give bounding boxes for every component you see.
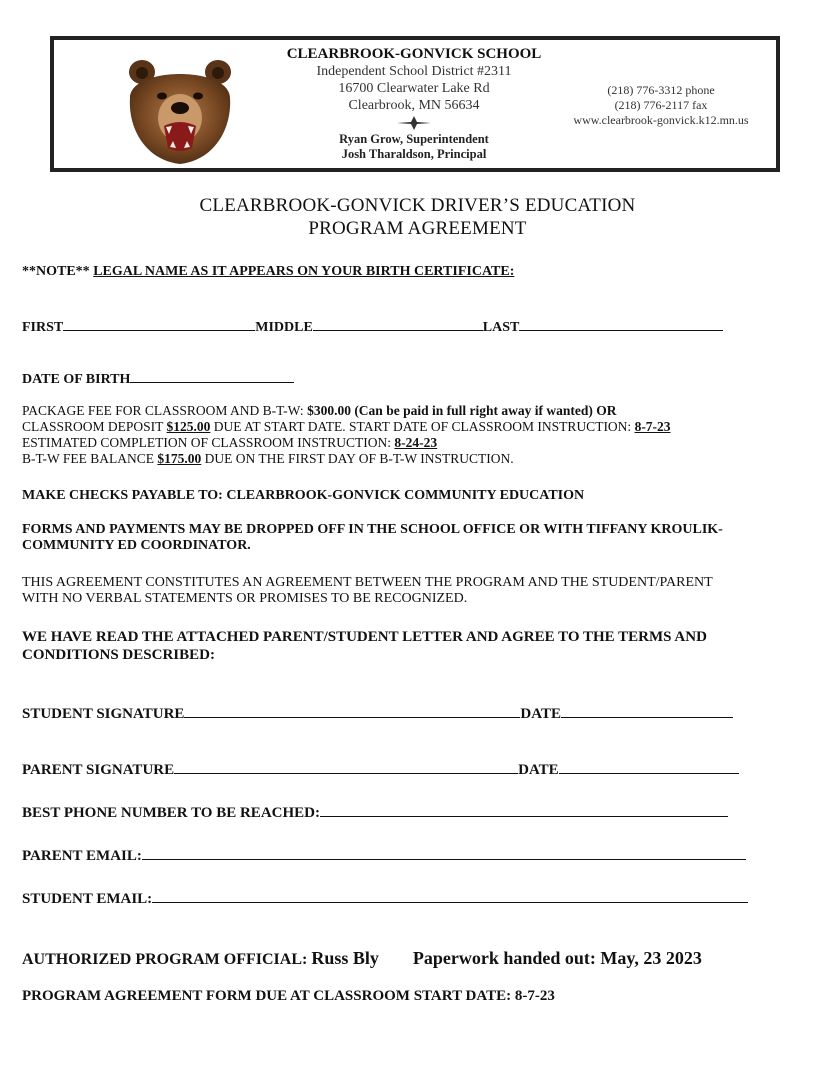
official-label: AUTHORIZED PROGRAM OFFICIAL: — [22, 951, 308, 968]
dob-label: DATE OF BIRTH — [22, 372, 131, 387]
last-name-field[interactable] — [519, 316, 723, 331]
agreement-line-1: THIS AGREEMENT CONSTITUTES AN AGREEMENT BETWEEN THE PROGRAM AND THE STUDENT/PARENT — [22, 575, 713, 590]
middle-name-field[interactable] — [313, 316, 483, 331]
parent-signature-field[interactable] — [174, 759, 518, 774]
compass-star-icon — [397, 116, 431, 130]
school-info — [284, 46, 544, 162]
page-title — [0, 194, 835, 240]
paperwork-handed-out: Paperwork handed out: May, 23 2023 — [412, 948, 702, 968]
agreement-statement — [22, 575, 812, 607]
student-email-field[interactable] — [152, 888, 748, 903]
btw-balance-label: B-T-W FEE BALANCE — [22, 451, 155, 466]
completion-label: ESTIMATED COMPLETION OF CLASSROOM INSTRUCTION: — [22, 435, 392, 450]
student-date-label: DATE — [520, 706, 561, 722]
btw-balance-amount: $175.00 — [157, 451, 202, 466]
school-name: CLEARBROOK-GONVICK SCHOOL — [286, 46, 542, 62]
last-name-label: LAST — [482, 320, 520, 335]
parent-signature-label: PARENT SIGNATURE — [22, 762, 175, 778]
official-row — [22, 948, 702, 969]
parent-email-label: PARENT EMAIL: — [22, 848, 142, 864]
bear-head-icon — [120, 48, 240, 168]
name-fields-row — [22, 316, 723, 336]
read-terms-line-1: WE HAVE READ THE ATTACHED PARENT/STUDENT LETTER AND AGREE TO THE TERMS AND — [22, 629, 707, 645]
note-text: LEGAL NAME AS IT APPEARS ON YOUR BIRTH CERTIFICATE: — [93, 264, 515, 279]
agreement-line-2: WITH NO VERBAL STATEMENTS OR PROMISES TO BE RECOGNIZED. — [22, 591, 468, 606]
phone-label: BEST PHONE NUMBER TO BE REACHED: — [22, 805, 320, 821]
forms-dropoff — [22, 522, 812, 554]
deposit-due-text: DUE AT START DATE. START DATE OF CLASSROOM INSTRUCTION: — [213, 419, 632, 434]
package-fee-label: PACKAGE FEE FOR CLASSROOM AND B-T-W: — [22, 403, 304, 418]
principal: Josh Tharaldson, Principal — [341, 147, 487, 161]
first-name-field[interactable] — [63, 316, 255, 331]
superintendent: Ryan Grow, Superintendent — [339, 132, 489, 146]
district: Independent School District #2311 — [316, 64, 512, 79]
legal-name-note — [22, 264, 514, 280]
student-email-label: STUDENT EMAIL: — [22, 891, 153, 907]
first-name-label: FIRST — [22, 320, 64, 335]
form-due-date: PROGRAM AGREEMENT FORM DUE AT CLASSROOM START DATE: 8-7-23 — [22, 988, 555, 1004]
contact-info — [550, 83, 772, 128]
dob-row — [22, 368, 294, 388]
forms-dropoff-line-2: COMMUNITY ED COORDINATOR. — [22, 538, 251, 553]
read-terms-statement — [22, 628, 812, 664]
forms-dropoff-line-1: FORMS AND PAYMENTS MAY BE DROPPED OFF IN THE SCHOOL OFFICE OR WITH TIFFANY KROULIK- — [22, 522, 723, 537]
read-terms-line-2: CONDITIONS DESCRIBED: — [22, 647, 215, 663]
fee-line-4 — [22, 451, 812, 467]
fee-details — [22, 403, 812, 467]
deposit-label: CLASSROOM DEPOSIT — [22, 419, 164, 434]
phone-number: (218) 776-3312 phone — [607, 83, 715, 97]
dob-field[interactable] — [130, 368, 294, 383]
parent-signature-row — [22, 759, 739, 779]
fee-line-1 — [22, 403, 812, 419]
package-fee-amount: $300.00 (Can be paid in full right away if wanted) — [307, 403, 593, 418]
completion-date: 8-24-23 — [394, 435, 438, 450]
title-line-1: CLEARBROOK-GONVICK DRIVER’S EDUCATION — [199, 195, 636, 216]
deposit-amount: $125.00 — [166, 419, 211, 434]
phone-field[interactable] — [320, 802, 728, 817]
student-email-row — [22, 888, 748, 908]
website: www.clearbrook-gonvick.k12.mn.us — [573, 113, 749, 127]
fax-number: (218) 776-2117 fax — [614, 98, 708, 112]
fee-line-3 — [22, 435, 812, 451]
student-date-field[interactable] — [561, 703, 733, 718]
btw-balance-due-text: DUE ON THE FIRST DAY OF B-T-W INSTRUCTION. — [204, 451, 514, 466]
title-line-2: PROGRAM AGREEMENT — [308, 218, 527, 239]
address-line-2: Clearbrook, MN 56634 — [348, 98, 480, 113]
parent-date-field[interactable] — [559, 759, 739, 774]
start-date: 8-7-23 — [634, 419, 671, 434]
official-name: Russ Bly — [311, 948, 379, 968]
address-line-1: 16700 Clearwater Lake Rd — [338, 81, 490, 96]
checks-payable: MAKE CHECKS PAYABLE TO: CLEARBROOK-GONVICK COMMUNITY EDUCATION — [22, 488, 585, 503]
letterhead — [50, 36, 780, 172]
parent-email-field[interactable] — [142, 845, 746, 860]
fee-or: OR — [596, 403, 617, 418]
student-signature-field[interactable] — [184, 703, 520, 718]
parent-date-label: DATE — [518, 762, 559, 778]
middle-name-label: MIDDLE — [255, 320, 313, 335]
phone-row — [22, 802, 728, 822]
note-prefix: **NOTE** — [22, 264, 90, 279]
parent-email-row — [22, 845, 746, 865]
fee-line-2 — [22, 419, 812, 435]
student-signature-row — [22, 703, 733, 723]
student-signature-label: STUDENT SIGNATURE — [22, 706, 185, 722]
